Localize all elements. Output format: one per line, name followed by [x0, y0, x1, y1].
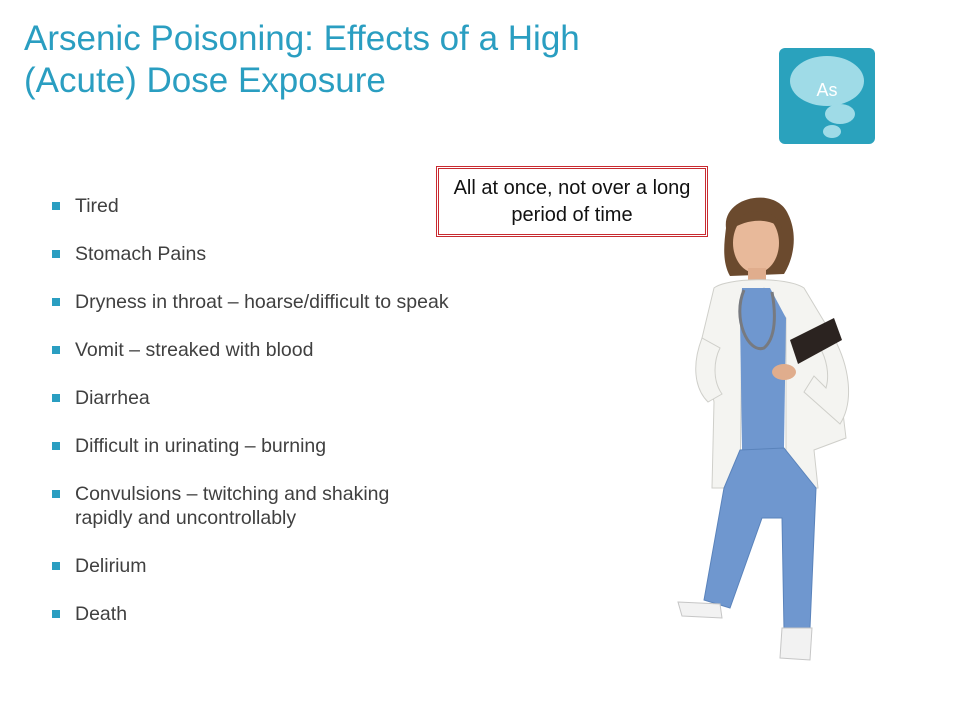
list-item: Diarrhea	[52, 386, 452, 410]
arsenic-symbol: As	[816, 80, 838, 100]
medium-speech-bubble-icon	[825, 104, 855, 124]
list-item: Dryness in throat – hoarse/difficult to speak	[52, 290, 452, 314]
list-item: Difficult in urinating – burning	[52, 434, 452, 458]
list-item: Stomach Pains	[52, 242, 452, 266]
list-item: Vomit – streaked with blood	[52, 338, 452, 362]
list-item: Convulsions – twitching and shaking rapidly and uncontrollably	[52, 482, 452, 530]
left-shoe-icon	[678, 602, 722, 618]
doctor-illustration	[664, 188, 874, 670]
symptom-list	[52, 194, 452, 650]
right-shoe-icon	[780, 628, 812, 660]
slide-title-line-2: (Acute) Dose Exposure	[24, 61, 386, 100]
small-speech-bubble-icon	[823, 125, 841, 138]
list-item: Delirium	[52, 554, 452, 578]
list-item: Tired	[52, 194, 452, 218]
callout-text: All at once, not over a long period of time	[453, 176, 691, 226]
slide-title	[24, 18, 724, 102]
doctor-hand	[772, 364, 796, 380]
list-item: Death	[52, 602, 452, 626]
slide-title-line-1: Arsenic Poisoning: Effects of a High	[24, 19, 580, 58]
arsenic-logo-icon	[779, 48, 875, 144]
